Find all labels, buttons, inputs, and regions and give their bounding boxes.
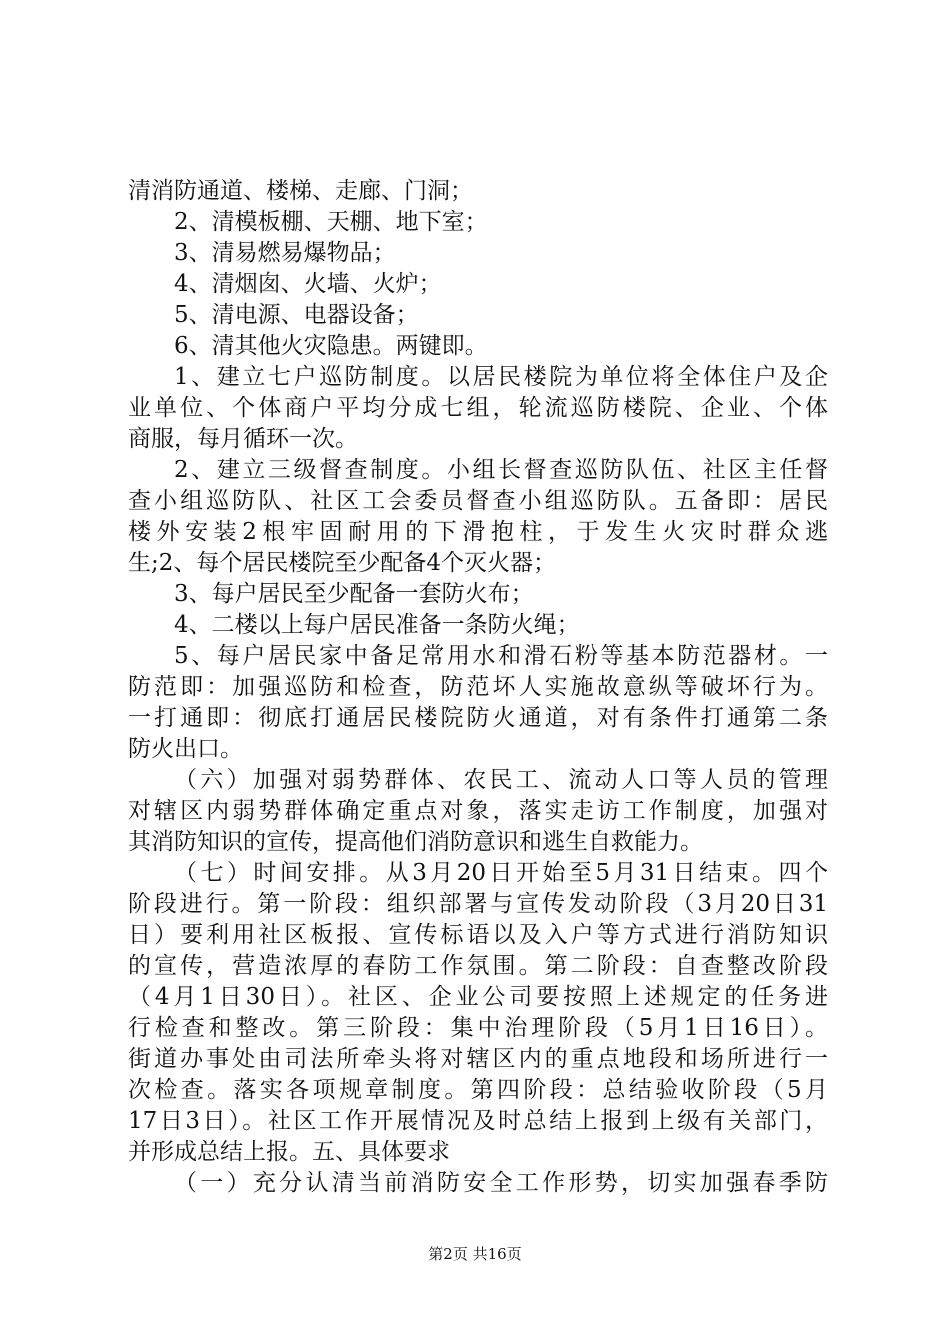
text-line: 其消防知识的宣传，提高他们消防意识和逃生自救能力。: [128, 829, 703, 855]
text-line: 清消防通道、楼梯、走廊、门洞；: [128, 178, 473, 204]
text-line: 5、每户居民家中备足常用水和滑石粉等基本防范器材。一: [174, 643, 828, 669]
text-line: （一）充分认清当前消防安全工作形势，切实加强春季防: [174, 1170, 828, 1196]
text-line: 3、清易燃易爆物品；: [174, 240, 396, 266]
text-line: 查小组巡防队、社区工会委员督查小组巡防队。五备即：居民: [128, 488, 828, 514]
text-line: 阶段进行。第一阶段：组织部署与宣传发动阶段（3月20日31: [128, 891, 828, 917]
page-footer: 第2页 共16页: [428, 1245, 522, 1263]
text-line: 街道办事处由司法所牵头将对辖区内的重点地段和场所进行一: [128, 1046, 828, 1072]
text-line: 1、建立七户巡防制度。以居民楼院为单位将全体住户及企: [174, 364, 828, 390]
text-line: 日）要利用社区板报、宣传标语以及入户等方式进行消防知识: [128, 922, 828, 948]
text-line: （六）加强对弱势群体、农民工、流动人口等人员的管理: [174, 767, 828, 793]
text-line: 6、清其他火灾隐患。两键即。: [174, 333, 488, 359]
text-line: 并形成总结上报。五、具体要求: [128, 1139, 450, 1165]
text-line: 4、二楼以上每户居民准备一条防火绳；: [174, 612, 580, 638]
text-line: 2、建立三级督查制度。小组长督查巡防队伍、社区主任督: [174, 457, 828, 483]
text-line: 防范即：加强巡防和检查，防范坏人实施故意纵等破坏行为。: [128, 674, 828, 700]
text-line: 2、清模板棚、天棚、地下室；: [174, 209, 488, 235]
text-line: 生;2、每个居民楼院至少配备4个灭火器；: [128, 550, 557, 576]
text-line: 4、清烟囱、火墙、火炉；: [174, 271, 442, 297]
text-line: 业单位、个体商户平均分成七组，轮流巡防楼院、企业、个体: [128, 395, 828, 421]
text-line: 对辖区内弱势群体确定重点对象，落实走访工作制度，加强对: [128, 798, 828, 824]
text-line: （七）时间安排。从3月20日开始至5月31日结束。四个: [174, 860, 828, 886]
text-line: （4月1日30日）。社区、企业公司要按照上述规定的任务进: [128, 984, 828, 1010]
text-line: 防火出口。: [128, 736, 243, 762]
text-line: 行检查和整改。第三阶段：集中治理阶段（5月1日16日）。: [128, 1015, 828, 1041]
text-line: 楼外安装2根牢固耐用的下滑抱柱，于发生火灾时群众逃: [128, 519, 828, 545]
text-line: 3、每户居民至少配备一套防火布；: [174, 581, 534, 607]
document-body: [128, 176, 828, 1199]
text-line: 一打通即：彻底打通居民楼院防火通道，对有条件打通第二条: [128, 705, 828, 731]
text-line: 17日3日）。社区工作开展情况及时总结上报到上级有关部门，: [128, 1108, 828, 1134]
text-line: 5、清电源、电器设备；: [174, 302, 419, 328]
text-line: 商服，每月循环一次。: [128, 426, 358, 452]
text-line: 次检查。落实各项规章制度。第四阶段：总结验收阶段（5月: [128, 1077, 828, 1103]
text-line: 的宣传，营造浓厚的春防工作氛围。第二阶段：自查整改阶段: [128, 953, 828, 979]
